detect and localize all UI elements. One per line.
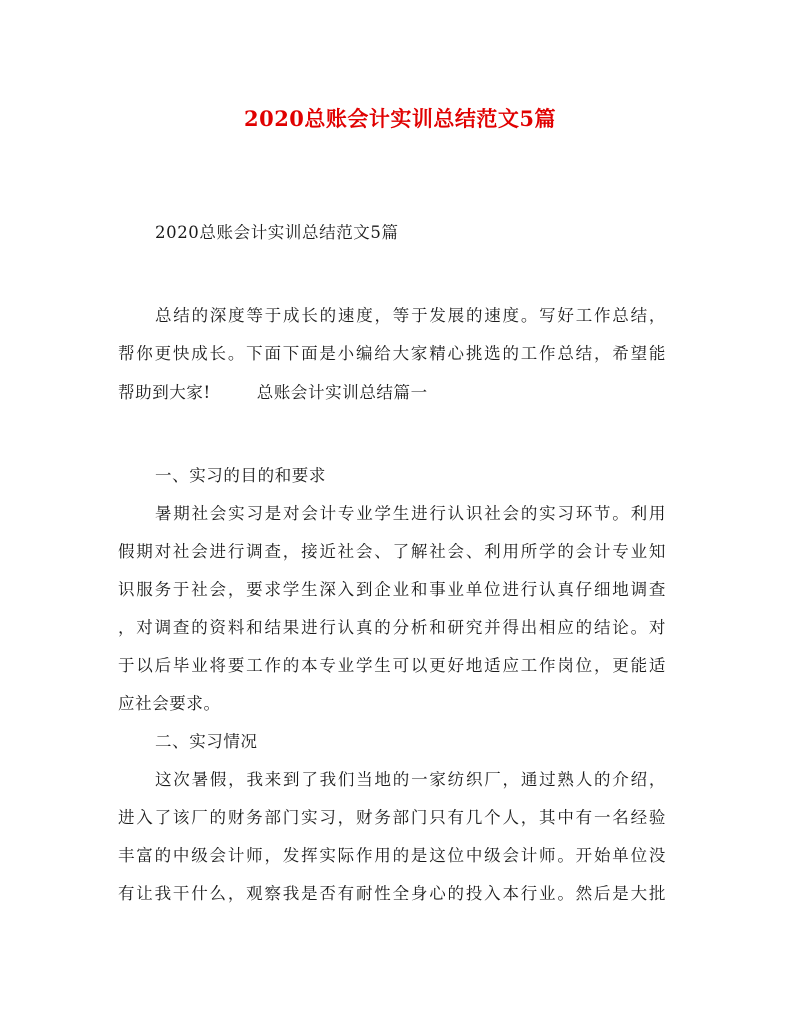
paragraph-line: 应社会要求。 [118, 694, 221, 713]
paragraph-line: 丰富的中级会计师，发挥实际作用的是这位中级会计师。开始单位没 [118, 846, 666, 865]
paragraph-line: 暑期社会实习是对会计专业学生进行认识社会的实习环节。利用 [155, 504, 666, 523]
paragraph-line: 进入了该厂的财务部门实习，财务部门只有几个人，其中有一名经验 [118, 808, 666, 827]
intro-line-3-text: 帮助到大家! [118, 383, 211, 402]
paragraph-line: 识服务于社会，要求学生深入到企业和事业单位进行认真仔细地调查 [118, 580, 666, 599]
paragraph-line: ，对调查的资料和结果进行认真的分析和研究并得出相应的结论。对 [118, 618, 666, 637]
intro-line-3 [118, 379, 428, 403]
intro-line-1: 总结的深度等于成长的速度，等于发展的速度。写好工作总结， [155, 306, 666, 325]
paragraph-line: 于以后毕业将要工作的本专业学生可以更好地适应工作岗位，更能适 [118, 656, 666, 675]
document-title: 2020总账会计实训总结范文5篇 [243, 106, 557, 131]
section-2-heading: 二、实习情况 [155, 732, 258, 751]
paragraph-line: 假期对社会进行调查，接近社会、了解社会、利用所学的会计专业知 [118, 542, 666, 561]
section-1-heading: 一、实习的目的和要求 [155, 466, 326, 485]
section-title-part-1: 总账会计实训总结篇一 [256, 383, 428, 402]
paragraph-line: 这次暑假，我来到了我们当地的一家纺织厂，通过熟人的介绍， [155, 770, 666, 789]
paragraph-line: 有让我干什么，观察我是否有耐性全身心的投入本行业。然后是大批 [118, 884, 666, 903]
document-subtitle: 2020总账会计实训总结范文5篇 [155, 223, 399, 242]
intro-line-2: 帮你更快成长。下面下面是小编给大家精心挑选的工作总结，希望能 [118, 344, 666, 363]
